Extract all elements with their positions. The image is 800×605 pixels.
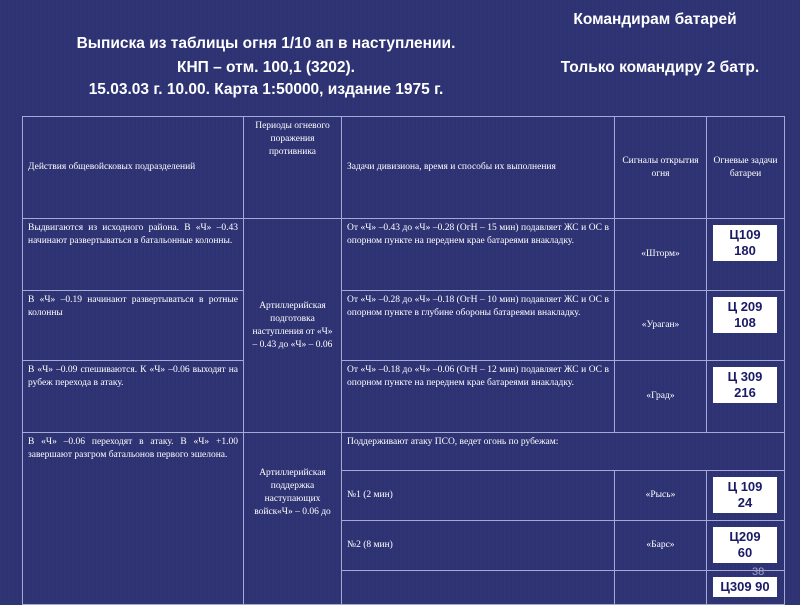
row-task: От «Ч» –0.28 до «Ч» –0.18 (ОгН – 10 мин) подавляет ЖС и ОС в опорном пункте в глубине обороны батареями внакладку. — [342, 291, 615, 361]
row-fire-task — [707, 471, 785, 521]
fire-target: Ц 109 — [727, 479, 763, 494]
row-signal: «Шторм» — [615, 219, 707, 291]
row-fire-task — [707, 571, 785, 605]
table-row — [23, 219, 785, 291]
row-fire-task — [707, 291, 785, 361]
fire-number: 60 — [737, 545, 753, 560]
fire-number: 216 — [734, 385, 756, 400]
row-action: В «Ч» –0.09 спешиваются. К «Ч» –0.06 выходят на рубеж перехода в атаку. — [23, 361, 244, 433]
row-signal: «Рысь» — [615, 471, 707, 521]
period-support: Артиллерийская поддержка наступающих войск«Ч» – 0.06 до — [244, 433, 342, 605]
header-actions: Действия общевойсковых подразделений — [23, 117, 244, 219]
fire-task-box — [713, 297, 777, 333]
table-row — [23, 433, 785, 471]
row-task: От «Ч» –0.18 до «Ч» –0.06 (ОгН – 12 мин) подавляет ЖС и ОС в опорном пункте на переднем крае батареями внакладку. — [342, 361, 615, 433]
header-recipients: Командирам батарей — [573, 11, 737, 28]
fire-target: Ц309 90 — [720, 579, 770, 594]
fire-task-box — [713, 367, 777, 403]
row-action: В «Ч» –0.06 переходят в атаку. В «Ч» +1.00 завершают разгром батальонов первого эшелона. — [23, 433, 244, 605]
row-fire-task — [707, 361, 785, 433]
row-task: От «Ч» –0.43 до «Ч» –0.28 (ОгН – 15 мин) подавляет ЖС и ОС в опорном пункте на переднем крае батареями внакладку. — [342, 219, 615, 291]
header-periods: Периоды огневого поражения противника — [244, 117, 342, 219]
table-header-row — [23, 117, 785, 219]
page-number: 38 — [752, 566, 765, 578]
fire-target: Ц209 — [729, 529, 761, 544]
fire-task-box — [713, 477, 777, 513]
row-task: №2 (8 мин) — [342, 521, 615, 571]
row-task: №1 (2 мин) — [342, 471, 615, 521]
fire-task-box — [713, 225, 777, 261]
fire-target: Ц109 — [729, 227, 761, 242]
row-task: Поддерживают атаку ПСО, ведет огонь по рубежам: — [342, 433, 785, 471]
header-fire-tasks: Огневые задачи батареи — [707, 117, 785, 219]
row-signal: «Ураган» — [615, 291, 707, 361]
row-fire-task — [707, 219, 785, 291]
table-row — [23, 361, 785, 433]
row-fire-task — [707, 521, 785, 571]
row-action: В «Ч» –0.19 начинают развертываться в ротные колонны — [23, 291, 244, 361]
row-signal: «Град» — [615, 361, 707, 433]
period-preparation: Артиллерийская подготовка наступления от «Ч» – 0.43 до «Ч» – 0.06 — [244, 219, 342, 433]
header-date-map: 15.03.03 г. 10.00. Карта 1:50000, издание 1975 г. — [88, 81, 444, 98]
header-title: Выписка из таблицы огня 1/10 ап в наступлении. — [76, 35, 456, 52]
fire-number: 108 — [734, 315, 756, 330]
fire-target: Ц 309 — [727, 369, 763, 384]
row-signal: «Барс» — [615, 521, 707, 571]
fire-task-box — [713, 527, 777, 563]
row-action: Выдвигаются из исходного района. В «Ч» –0.43 начинают развертываться в батальонные колонны. — [23, 219, 244, 291]
fire-number: 180 — [734, 243, 756, 258]
fire-number: 24 — [737, 495, 753, 510]
fire-table — [22, 116, 785, 605]
header-recipient-note: Только командиру 2 батр. — [560, 59, 760, 76]
header-tasks: Задачи дивизиона, время и способы их выполнения — [342, 117, 615, 219]
fire-target: Ц 209 — [727, 299, 763, 314]
header-signals: Сигналы открытия огня — [615, 117, 707, 219]
fire-task-box — [713, 577, 777, 597]
table-row — [23, 291, 785, 361]
header-knp: КНП – отм. 100,1 (3202). — [177, 59, 355, 76]
